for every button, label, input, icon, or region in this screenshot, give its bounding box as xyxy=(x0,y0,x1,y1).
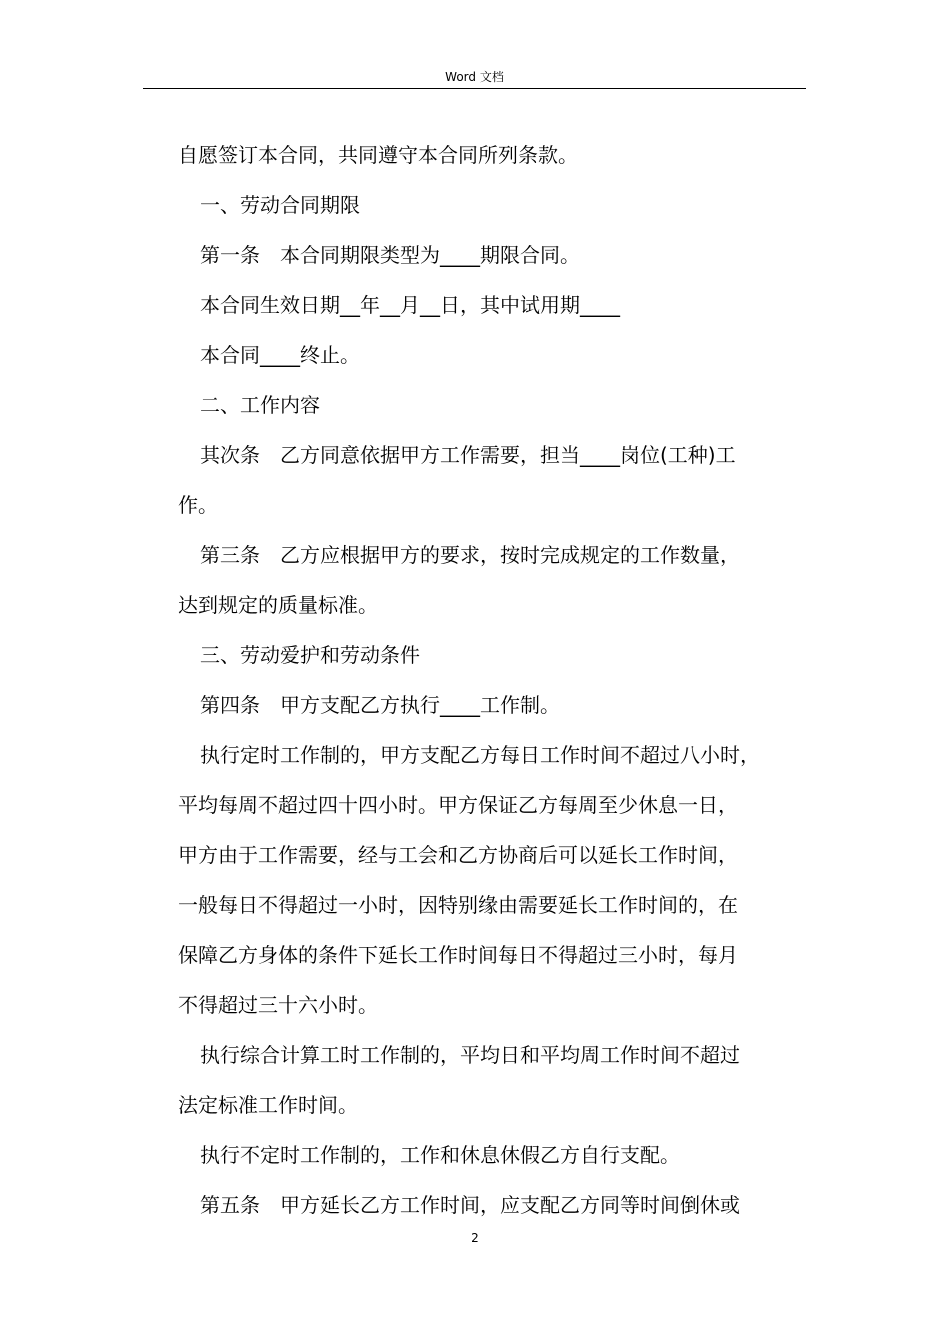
paragraph: 甲方由于工作需要，经与工会和乙方协商后可以延长工作时间， xyxy=(178,843,738,867)
paragraph: 一般每日不得超过一小时，因特别缘由需要延长工作时间的，在 xyxy=(178,893,738,917)
paragraph: 本合同生效日期__年__月__日，其中试用期____ xyxy=(200,293,620,317)
paragraph: 第五条 甲方延长乙方工作时间，应支配乙方同等时间倒休或 xyxy=(200,1193,740,1217)
paragraph: 法定标准工作时间。 xyxy=(178,1093,358,1117)
paragraph: 平均每周不超过四十四小时。甲方保证乙方每周至少休息一日， xyxy=(178,793,738,817)
paragraph: 第四条 甲方支配乙方执行____工作制。 xyxy=(200,693,560,717)
paragraph: 达到规定的质量标准。 xyxy=(178,593,378,617)
page-header xyxy=(143,66,806,89)
page-number: 2 xyxy=(471,1231,479,1245)
paragraph: 执行综合计算工时工作制的，平均日和平均周工作时间不超过 xyxy=(200,1043,740,1067)
paragraph: 本合同____终止。 xyxy=(200,343,360,367)
paragraph: 一、劳动合同期限 xyxy=(200,193,360,217)
paragraph: 不得超过三十六小时。 xyxy=(178,993,378,1017)
paragraph: 第三条 乙方应根据甲方的要求，按时完成规定的工作数量， xyxy=(200,543,740,567)
paragraph: 保障乙方身体的条件下延长工作时间每日不得超过三小时，每月 xyxy=(178,943,738,967)
paragraph: 三、劳动爱护和劳动条件 xyxy=(200,643,420,667)
paragraph: 第一条 本合同期限类型为____期限合同。 xyxy=(200,243,580,267)
paragraph: 作。 xyxy=(178,493,218,517)
paragraph: 二、工作内容 xyxy=(200,393,320,417)
paragraph: 自愿签订本合同，共同遵守本合同所列条款。 xyxy=(178,143,578,167)
paragraph: 其次条 乙方同意依据甲方工作需要，担当____岗位(工种)工 xyxy=(200,443,736,467)
document-body xyxy=(178,130,818,1230)
paragraph: 执行定时工作制的，甲方支配乙方每日工作时间不超过八小时， xyxy=(200,743,760,767)
header-title: Word 文档 xyxy=(445,70,504,84)
paragraph: 执行不定时工作制的，工作和休息休假乙方自行支配。 xyxy=(200,1143,680,1167)
